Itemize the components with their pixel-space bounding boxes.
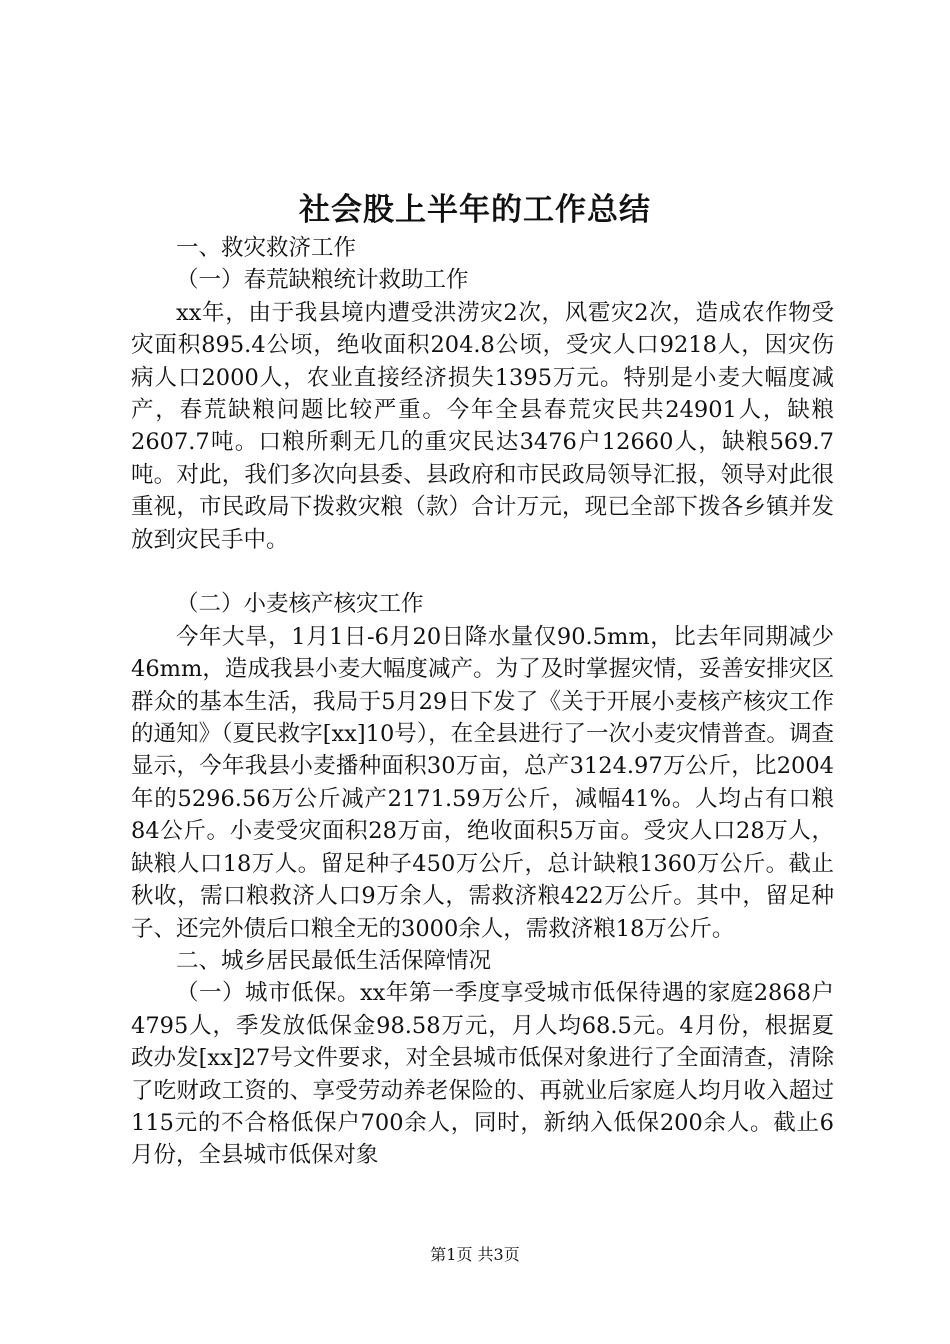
document-title: 社会股上半年的工作总结: [299, 192, 651, 228]
paragraph-spring-shortage: xx年，由于我县境内遭受洪涝灾2次，风雹灾2次，造成农作物受灾面积895.4公顷，绝收面积204.8公顷，受灾人口9218人，因灾伤病人口2000人，农业直接经济损失1395万元。特别是小麦大幅度减产，春荒缺粮问题比较严重。今年全县春荒灾民共24901人，缺粮2607.7吨。口粮所剩无几的重灾民达3476户12660人，缺粮569.7吨。对此，我们多次向县委、县政府和市民政局领导汇报，领导对此很重视，市民政局下拨救灾粮（款）合计万元，现已全部下拨各乡镇并发放到灾民手中。: [131, 299, 834, 553]
document-body: [131, 232, 834, 1172]
paragraph-urban-min-living: （一）城市低保。xx年第一季度享受城市低保待遇的家庭2868户4795人，季发放低保金98.58万元，月人均68.5元。4月份，根据夏政办发[xx]27号文件要求，对全县城市低保对象进行了全面清查，清除了吃财政工资的、享受劳动养老保险的、再就业后家庭人均月收入超过115元的不合格低保户700余人，同时，新纳入低保200余人。截止6月份，全县城市低保对象: [131, 980, 834, 1169]
subsection-heading-wheat-disaster: （二）小麦核产核灾工作: [176, 591, 424, 618]
section-heading-min-living: 二、城乡居民最低生活保障情况: [176, 947, 492, 974]
section-heading-relief: 一、救灾救济工作: [176, 235, 357, 261]
subsection-heading-spring-shortage: （一）春荒缺粮统计救助工作: [176, 267, 469, 294]
paragraph-wheat-disaster: 今年大旱，1月1日-6月20日降水量仅90.5mm，比去年同期减少46mm，造成我县小麦大幅度减产。为了及时掌握灾情，妥善安排灾区群众的基本生活，我局于5月29日下发了《关于开展小麦核产核灾工作的通知》（夏民救字[xx]10号），在全县进行了一次小麦灾情普查。调查显示，今年我县小麦播种面积30万亩，总产3124.97万公斤，比2004年的5296.56万公斤减产2171.59万公斤，减幅41%。人均占有口粮84公斤。小麦受灾面积28万亩，绝收面积5万亩。受灾人口28万人，缺粮人口18万人。留足种子450万公斤，总计缺粮1360万公斤。截止秋收，需口粮救济人口9万余人，需救济粮422万公斤。其中，留足种子、还完外债后口粮全无的3000余人，需救济粮18万公斤。: [131, 623, 834, 942]
paragraph-spacer: [131, 556, 834, 588]
page-footer: 第1页 共3页: [430, 1245, 520, 1264]
